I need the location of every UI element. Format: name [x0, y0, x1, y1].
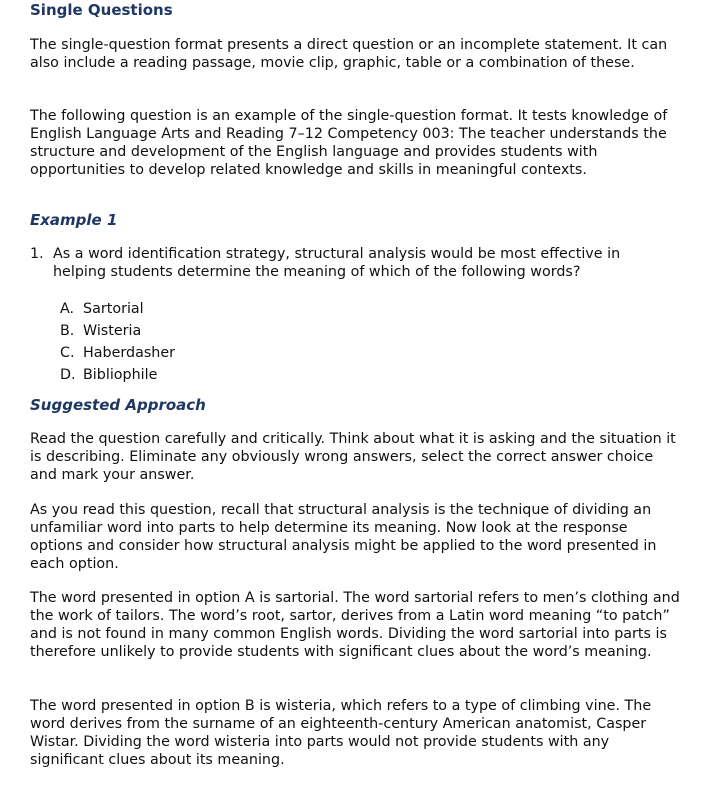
format-description-paragraph: The following question is an example of the single-question format. It tests knowledge of English Language Arts and Reading 7–12 Competency 003: The teacher understands the structure and development of the English language and provides students with opportunities to develop related knowledge and skills in meaningful contexts. — [30, 108, 668, 178]
answer-option-d — [60, 364, 175, 386]
question-number: 1. — [30, 246, 44, 262]
approach-paragraph-2: As you read this question, recall that structural analysis is the technique of dividing an unfamiliar word into parts to help determine its meaning. Now look at the response options and consider how structural analysis might be applied to the word presented in each option. — [30, 502, 657, 572]
approach-heading: Suggested Approach — [30, 396, 206, 414]
question-text: As a word identification strategy, structural analysis would be most effective in helping students determine the meaning of which of the following words? — [53, 246, 621, 280]
answer-option-a — [60, 298, 175, 320]
option-letter: B. — [60, 323, 75, 339]
intro-paragraph: The single-question format presents a direct question or an incomplete statement. It can also include a reading passage, movie clip, graphic, table or a combination of these. — [30, 37, 668, 71]
example-heading: Example 1 — [30, 211, 118, 229]
question-item — [30, 245, 670, 281]
option-letter: C. — [60, 345, 75, 361]
approach-paragraph-1: Read the question carefully and critically. Think about what it is asking and the situation it is describing. Eliminate any obviously wrong answers, select the correct answer choice and mark your answer. — [30, 431, 676, 483]
option-b-analysis-paragraph: The word presented in option B is wisteria, which refers to a type of climbing vine. The word derives from the surname of an eighteenth-century American anatomist, Casper Wistar. Dividing the word wisteria into parts would not provide students with any significant clues about its meaning. — [30, 698, 652, 768]
option-text: Bibliophile — [83, 367, 158, 383]
option-text: Sartorial — [83, 301, 144, 317]
answer-option-b — [60, 320, 175, 342]
option-text: Haberdasher — [83, 345, 176, 361]
answer-options — [60, 298, 175, 386]
option-letter: D. — [60, 367, 76, 383]
option-text: Wisteria — [83, 323, 142, 339]
answer-option-c — [60, 342, 175, 364]
option-a-analysis-paragraph: The word presented in option A is sartorial. The word sartorial refers to men’s clothing and the work of tailors. The word’s root, sartor, derives from a Latin word meaning “to patch” and is not found in many common English words. Dividing the word sartorial into parts is therefore unlikely to provide students with significant clues about the word’s meaning. — [30, 590, 680, 660]
section-heading: Single Questions — [30, 1, 173, 19]
option-letter: A. — [60, 301, 75, 317]
